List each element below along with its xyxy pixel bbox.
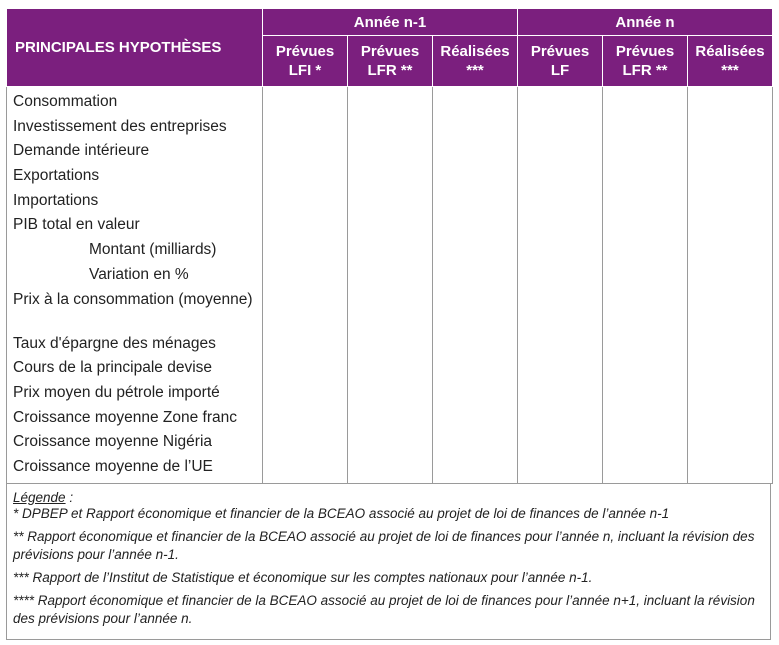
row-label: Prix à la consommation (moyenne) — [13, 290, 253, 308]
legend-note: ** Rapport économique et financier de la BCEAO associé au projet de loi de finances pour l’année n, incluant la révision des prévisions pour l’année n-1. — [13, 528, 755, 562]
empty-value-column — [518, 87, 603, 484]
legend-box — [6, 484, 771, 640]
row-label: Importations — [13, 191, 99, 209]
empty-value-column — [603, 87, 688, 484]
row-labels-column — [7, 87, 263, 484]
subheader-prevues-lfr: Prévues LFR ** — [348, 36, 433, 87]
legend-note: * DPBEP et Rapport économique et financier de la BCEAO associé au projet de loi de finances de l’année n-1 — [13, 505, 670, 521]
empty-value-column — [263, 87, 348, 484]
row-label: Demande intérieure — [13, 142, 150, 160]
hypotheses-table — [6, 8, 773, 484]
row-label: Cours de la principale devise — [13, 359, 213, 377]
legend-note: **** Rapport économique et financier de la BCEAO associé au projet de loi de finances pour l’année n+1, incluant la révision des prévisions pour l’année n. — [13, 592, 755, 626]
empty-value-column — [348, 87, 433, 484]
row-label: Taux d'épargne des ménages — [13, 334, 216, 352]
empty-value-column — [688, 87, 773, 484]
row-label: Investissement des entreprises — [13, 117, 227, 135]
row-label: Croissance moyenne Nigéria — [13, 433, 213, 451]
row-label: PIB total en valeur — [13, 216, 140, 234]
row-label-indented: Montant (milliards) — [89, 241, 217, 259]
row-label: Exportations — [13, 167, 100, 185]
subheader-prevues-lf: Prévues LF — [518, 36, 603, 87]
row-label: Consommation — [13, 93, 118, 110]
row-label-indented: Variation en % — [89, 265, 189, 283]
subheader-prevues-lfr-n: Prévues LFR ** — [603, 36, 688, 87]
hypotheses-document — [6, 8, 779, 640]
row-label: Croissance moyenne Zone franc — [13, 408, 238, 426]
main-header: PRINCIPALES HYPOTHÈSES — [7, 9, 263, 87]
legend-title: Légende : — [13, 489, 74, 505]
legend-note: *** Rapport de l’Institut de Statistique et économique sur les comptes nationaux pour l’année n-1. — [13, 569, 593, 585]
row-label: Prix moyen du pétrole importé — [13, 383, 220, 401]
year-header-n-minus-1: Année n-1 — [263, 9, 518, 36]
year-header-n: Année n — [518, 9, 773, 36]
row-label: Croissance moyenne de l’UE — [13, 457, 213, 475]
subheader-realisees-n: Réalisées *** — [688, 36, 773, 87]
subheader-prevues-lfi: Prévues LFI * — [263, 36, 348, 87]
subheader-realisees: Réalisées *** — [433, 36, 518, 87]
empty-value-column — [433, 87, 518, 484]
